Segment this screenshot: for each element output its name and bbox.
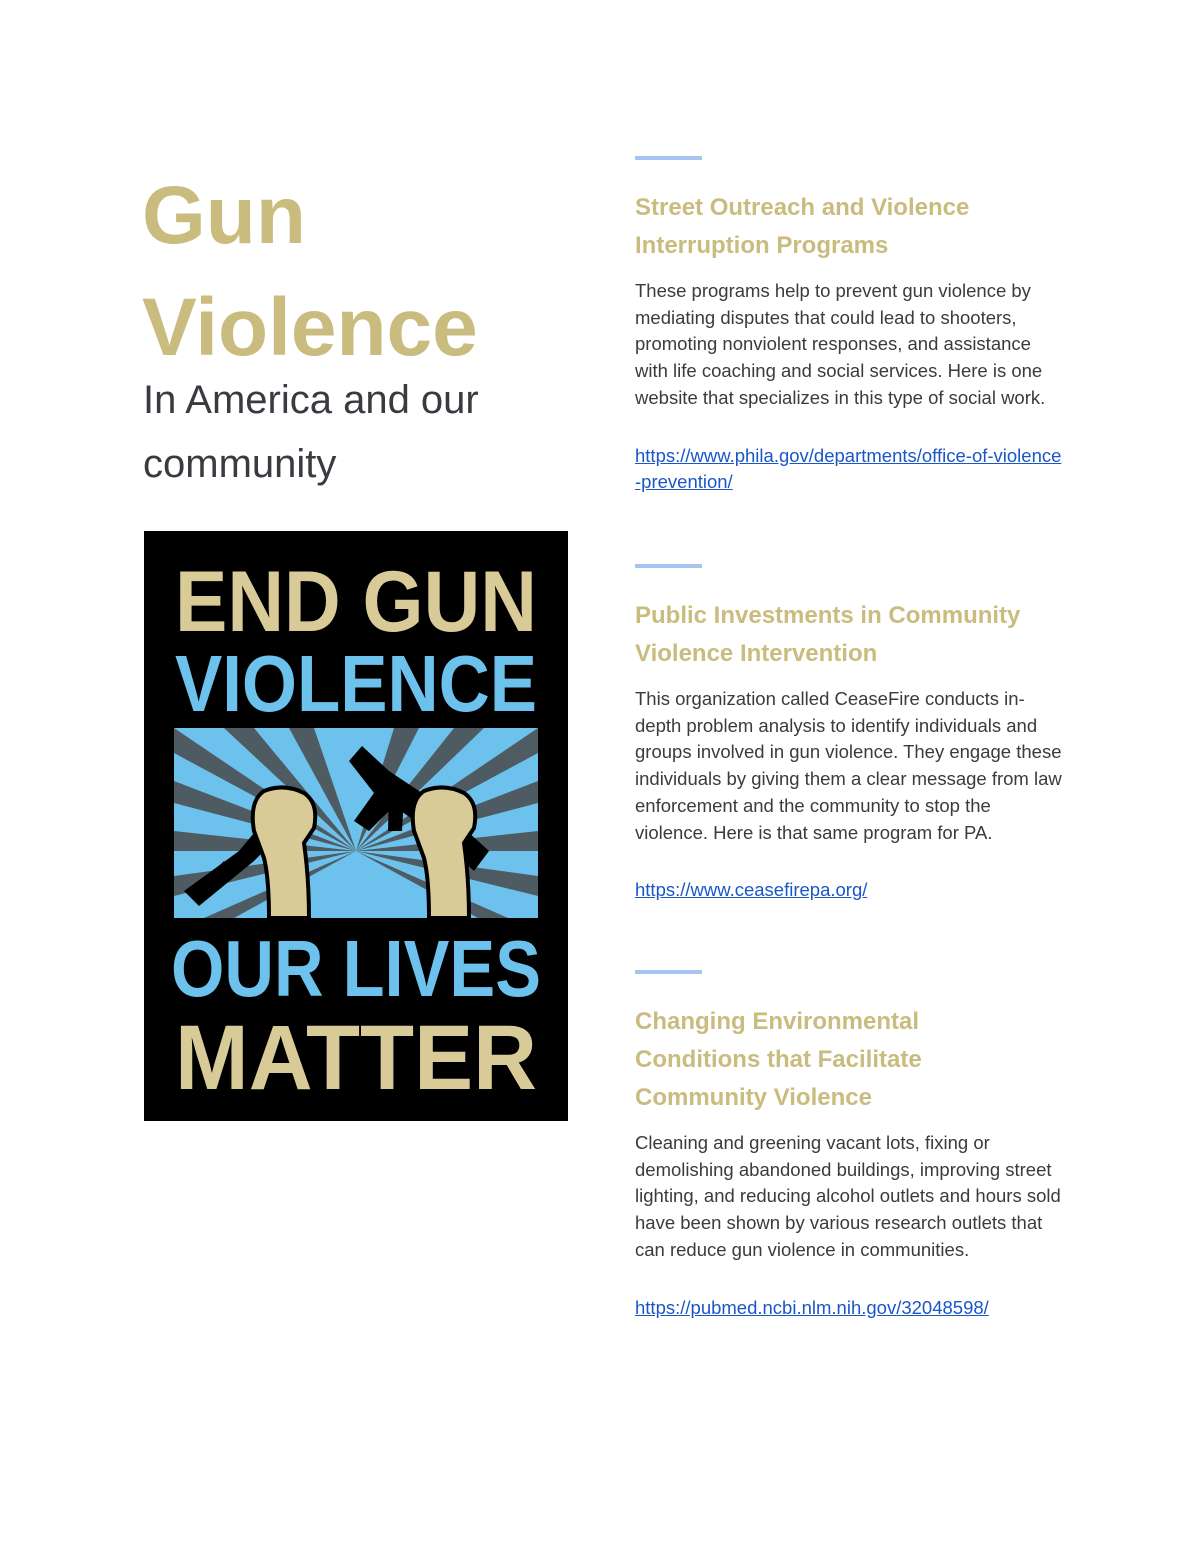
- section-link[interactable]: https://pubmed.ncbi.nlm.nih.gov/32048598/: [635, 1296, 989, 1318]
- section-link[interactable]: https://www.phila.gov/departments/office-of-violence-prevention/: [635, 444, 1062, 493]
- section-heading: Changing Environmental Conditions that Facilitate Community Violence: [635, 1008, 922, 1111]
- section-divider: [635, 970, 702, 974]
- poster-graphic: [144, 531, 568, 1121]
- end-gun-violence-poster: [144, 531, 568, 1121]
- section-street-outreach: [635, 156, 1065, 496]
- section-divider: [635, 564, 702, 568]
- section-environmental-conditions: [635, 970, 1065, 1321]
- section-heading: Public Investments in Community Violence Intervention: [635, 602, 1021, 667]
- title-line-1: Gun: [142, 170, 306, 261]
- section-body: This organization called CeaseFire conducts in-depth problem analysis to identify individuals and groups involved in gun violence. They engage these individuals by giving them a clear message from law enforcement and the community to stop the violence. Here is that same program for PA.: [635, 688, 1062, 843]
- poster-line-4: MATTER: [175, 1007, 537, 1109]
- section-body: Cleaning and greening vacant lots, fixing or demolishing abandoned buildings, improving street lighting, and reducing alcohol outlets and hours sold have been shown by various research outlets that can reduce gun violence in communities.: [635, 1132, 1061, 1260]
- page-subtitle: In America and our community: [143, 378, 479, 486]
- page-title: [142, 160, 582, 384]
- poster-line-2: VIOLENCE: [175, 639, 537, 728]
- section-link[interactable]: https://www.ceasefirepa.org/: [635, 879, 868, 901]
- section-heading: Street Outreach and Violence Interruption Programs: [635, 194, 970, 259]
- section-public-investments: [635, 564, 1065, 904]
- section-divider: [635, 156, 702, 160]
- section-body: These programs help to prevent gun violence by mediating disputes that could lead to shooters, promoting nonviolent responses, and assistance with life coaching and social services. Here is one website that specializes in this type of social work.: [635, 280, 1046, 408]
- poster-line-1: END GUN: [175, 554, 537, 650]
- poster-line-3: OUR LIVES: [171, 924, 541, 1013]
- title-line-2: Violence: [142, 282, 478, 373]
- sunburst-panel: [174, 728, 538, 918]
